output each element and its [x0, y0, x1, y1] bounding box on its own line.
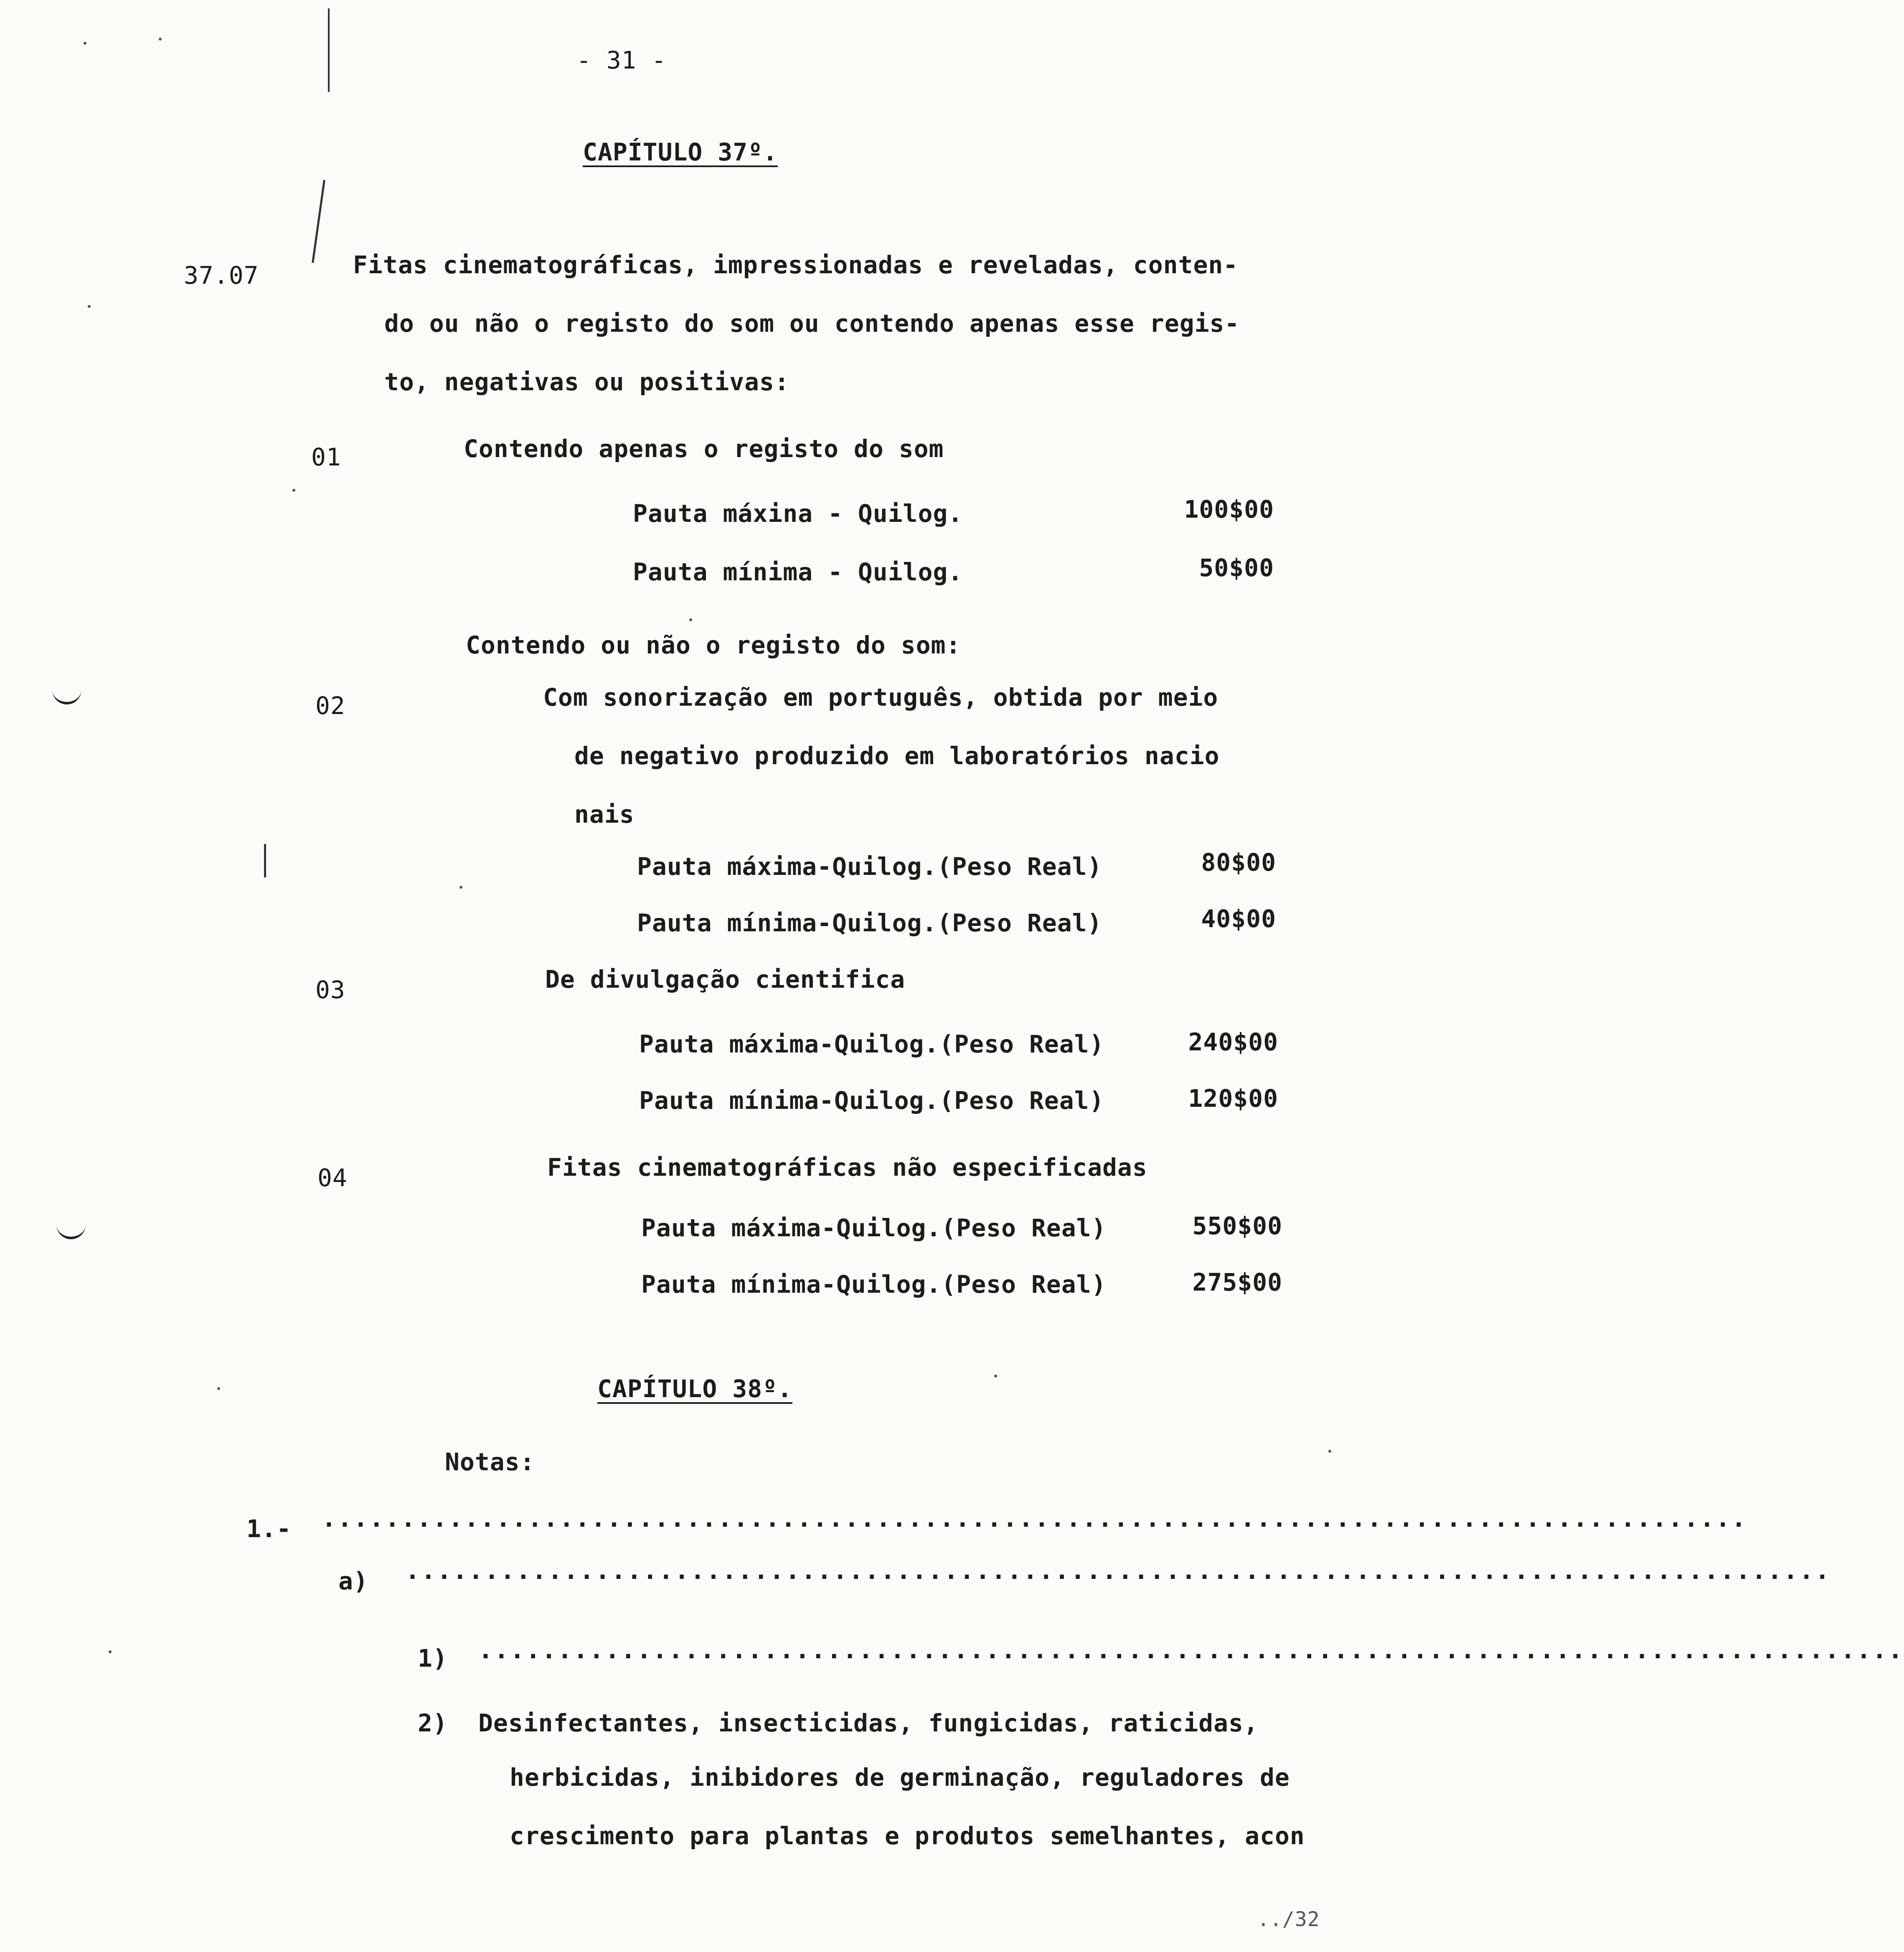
item-03-min-value: 120$00: [1188, 1084, 1278, 1113]
heading-text-line-1: Fitas cinematográficas, impressionadas e reveladas, conten-: [353, 251, 1239, 279]
item-03-code: 03: [315, 976, 345, 1004]
note-1-1-leader-dots: ··························································································: [478, 1642, 1904, 1670]
scan-speck: [109, 1650, 112, 1653]
scan-speck: [689, 618, 692, 621]
punch-hole-mark: [52, 685, 81, 704]
heading-text-line-2: do ou não o registo do som ou contendo apenas esse regis-: [384, 309, 1240, 338]
scan-speck: [994, 1375, 997, 1378]
punch-hole-mark: [56, 1220, 86, 1239]
scan-line-artifact: [312, 180, 325, 263]
item-04-max-label: Pauta máxima-Quilog.(Peso Real): [641, 1214, 1107, 1242]
note-a-letter: a): [338, 1567, 368, 1595]
item-04-max-value: 550$00: [1192, 1212, 1282, 1240]
chapter-38-title: CAPÍTULO 38º.: [597, 1375, 792, 1403]
note-2-text-line-3: crescimento para plantas e produtos semelhantes, acon: [510, 1822, 1305, 1850]
scan-speck: [459, 886, 462, 889]
item-01-max-value: 100$00: [1184, 495, 1274, 524]
heading-code: 37.07: [184, 261, 259, 290]
item-01-code: 01: [311, 443, 341, 471]
item-04-min-value: 275$00: [1192, 1268, 1282, 1296]
scan-line-artifact: [264, 844, 266, 877]
item-04-min-label: Pauta mínima-Quilog.(Peso Real): [641, 1270, 1107, 1299]
item-03-label: De divulgação cientifica: [545, 965, 906, 994]
item-02-max-value: 80$00: [1201, 848, 1276, 877]
item-04-code: 04: [317, 1164, 348, 1192]
item-02-code: 02: [315, 691, 345, 720]
notes-label: Notas:: [445, 1448, 535, 1476]
item-02-label-line-3: nais: [574, 800, 635, 829]
note-2-text-line-2: herbicidas, inibidores de germinação, reguladores de: [510, 1763, 1290, 1792]
item-03-min-label: Pauta mínima-Quilog.(Peso Real): [639, 1086, 1104, 1115]
chapter-37-title: CAPÍTULO 37º.: [583, 138, 778, 166]
note-a-leader-dots: ··························································································: [405, 1563, 1831, 1591]
item-03-max-value: 240$00: [1188, 1028, 1278, 1056]
item-01-min-label: Pauta mínima - Quilog.: [633, 558, 963, 586]
item-03-max-label: Pauta máxima-Quilog.(Peso Real): [639, 1030, 1104, 1058]
continuation-mark: ../32: [1257, 1908, 1320, 1931]
note-2-number: 2): [418, 1709, 448, 1737]
scan-line-artifact: [328, 8, 330, 92]
item-01-max-label: Pauta máxina - Quilog.: [633, 499, 963, 528]
item-04-label: Fitas cinematográficas não especificadas: [547, 1153, 1147, 1182]
scan-speck: [84, 42, 86, 45]
heading-text-line-3: to, negativas ou positivas:: [384, 368, 790, 396]
item-02-min-value: 40$00: [1201, 905, 1276, 933]
scan-speck: [217, 1387, 220, 1390]
scan-speck: [159, 38, 162, 41]
item-02-label-line-1: Com sonorização em português, obtida por meio: [543, 683, 1219, 712]
scan-speck: [292, 489, 295, 492]
note-1-leader-dots: ··························································································: [322, 1510, 1747, 1539]
note-1-1-number: 1): [418, 1644, 448, 1672]
note-1-number: 1.-: [246, 1515, 292, 1543]
item-02-label-line-2: de negativo produzido em laboratórios nacio: [574, 742, 1220, 770]
scan-speck: [1328, 1450, 1331, 1453]
subheading: Contendo ou não o registo do som:: [466, 631, 961, 659]
item-01-label: Contendo apenas o registo do som: [464, 435, 944, 463]
item-02-min-label: Pauta mínima-Quilog.(Peso Real): [637, 909, 1102, 937]
page-number: - 31 -: [576, 46, 667, 74]
item-02-max-label: Pauta máxima-Quilog.(Peso Real): [637, 852, 1102, 881]
note-2-text-line-1: Desinfectantes, insecticidas, fungicidas, raticidas,: [478, 1709, 1259, 1737]
scan-speck: [88, 305, 91, 308]
item-01-min-value: 50$00: [1199, 554, 1274, 582]
